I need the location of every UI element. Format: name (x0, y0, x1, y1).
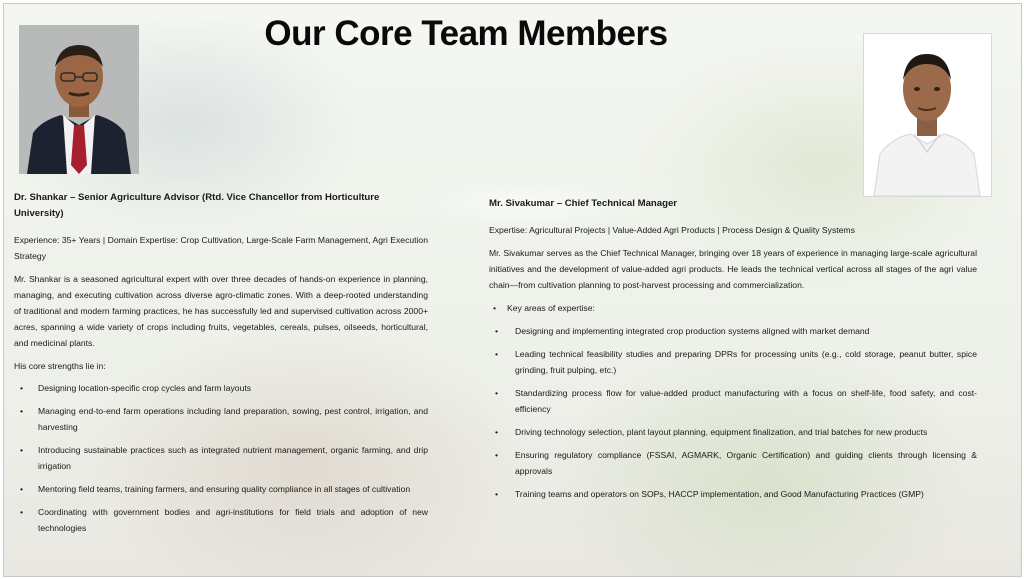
bullet-icon: • (20, 445, 24, 455)
bullet-icon: • (495, 427, 499, 437)
shankar-name: Dr. Shankar – Senior Agriculture Advisor (Rtd. Vice Chancellor from Horticulture University) (14, 192, 380, 219)
sivakumar-bio: Mr. Sivakumar serves as the Chief Technical Manager, bringing over 18 years of experience in managing large-scale agricultural initiatives and the development of value-added agri products. He leads the technical vertical across all stages of the agri value chain—from cultivation planning to post-harvest processing and commercialization. (489, 248, 977, 290)
bullet-icon: • (20, 484, 24, 494)
shankar-bio: Mr. Shankar is a seasoned agricultural expert with over three decades of hands-on experience in planning, managing, and executing cultivation across diverse agro-climatic zones. With a deep-rooted understanding of traditional and modern farming practices, he has successfully led and supervised cultivation across 2000+ acres, spanning a wide variety of crops including fruits, vegetables, cereals, pulses, oilseeds, horticultural, and medicinal plants. (14, 274, 428, 348)
list-item: • Ensuring regulatory compliance (FSSAI, AGMARK, Organic Certification) and guiding clients through licensing & approvals (489, 447, 977, 479)
list-item: • Introducing sustainable practices such as integrated nutrient management, organic farming, and drip irrigation (14, 442, 428, 474)
shankar-strengths-list (14, 380, 428, 536)
sivakumar-profile (489, 196, 977, 509)
bullet-icon: • (495, 388, 499, 398)
bullet-icon: • (495, 349, 499, 359)
bullet-icon: • (495, 326, 499, 336)
bullet-icon: • (20, 507, 24, 517)
list-item: • Designing and implementing integrated crop production systems aligned with market demand (489, 323, 977, 339)
slide (3, 3, 1022, 577)
shankar-portrait (19, 25, 139, 174)
bullet-icon: • (495, 450, 499, 460)
bullet-icon: • (20, 406, 24, 416)
list-item: • Designing location-specific crop cycles and farm layouts (14, 380, 428, 396)
list-item: • Standardizing process flow for value-added product manufacturing with a focus on shelf-life, food safety, and cost-efficiency (489, 385, 977, 417)
sivakumar-expertise-list (489, 323, 977, 502)
shankar-experience: Experience: 35+ Years | Domain Expertise: Crop Cultivation, Large-Scale Farm Management, Agri Execution Strategy (14, 235, 428, 261)
list-item: • Mentoring field teams, training farmers, and ensuring quality compliance in all stages of cultivation (14, 481, 428, 497)
sivakumar-expertise: Expertise: Agricultural Projects | Value-Added Agri Products | Process Design & Quality Systems (489, 225, 855, 235)
list-item: • Driving technology selection, plant layout planning, equipment finalization, and trial batches for new products (489, 424, 977, 440)
shankar-strengths-lead: His core strengths lie in: (14, 361, 106, 371)
bullet-icon: • (493, 303, 497, 313)
bullet-icon: • (20, 383, 24, 393)
slide-title: Our Core Team Members (264, 14, 668, 53)
list-item: • Leading technical feasibility studies and preparing DPRs for processing units (e.g., cold storage, peanut butter, spice grinding, fruit pulping, etc.) (489, 346, 977, 378)
sivakumar-portrait (863, 33, 992, 197)
list-item: • Training teams and operators on SOPs, HACCP implementation, and Good Manufacturing Practices (GMP) (489, 486, 977, 502)
list-item: • Coordinating with government bodies and agri-institutions for field trials and adoption of new technologies (14, 504, 428, 536)
bullet-icon: • (495, 489, 499, 499)
sivakumar-name: Mr. Sivakumar – Chief Technical Manager (489, 198, 678, 209)
shankar-profile (14, 190, 428, 543)
key-areas-heading: • Key areas of expertise: (489, 300, 977, 316)
list-item: • Managing end-to-end farm operations including land preparation, sowing, pest control, irrigation, and harvesting (14, 403, 428, 435)
